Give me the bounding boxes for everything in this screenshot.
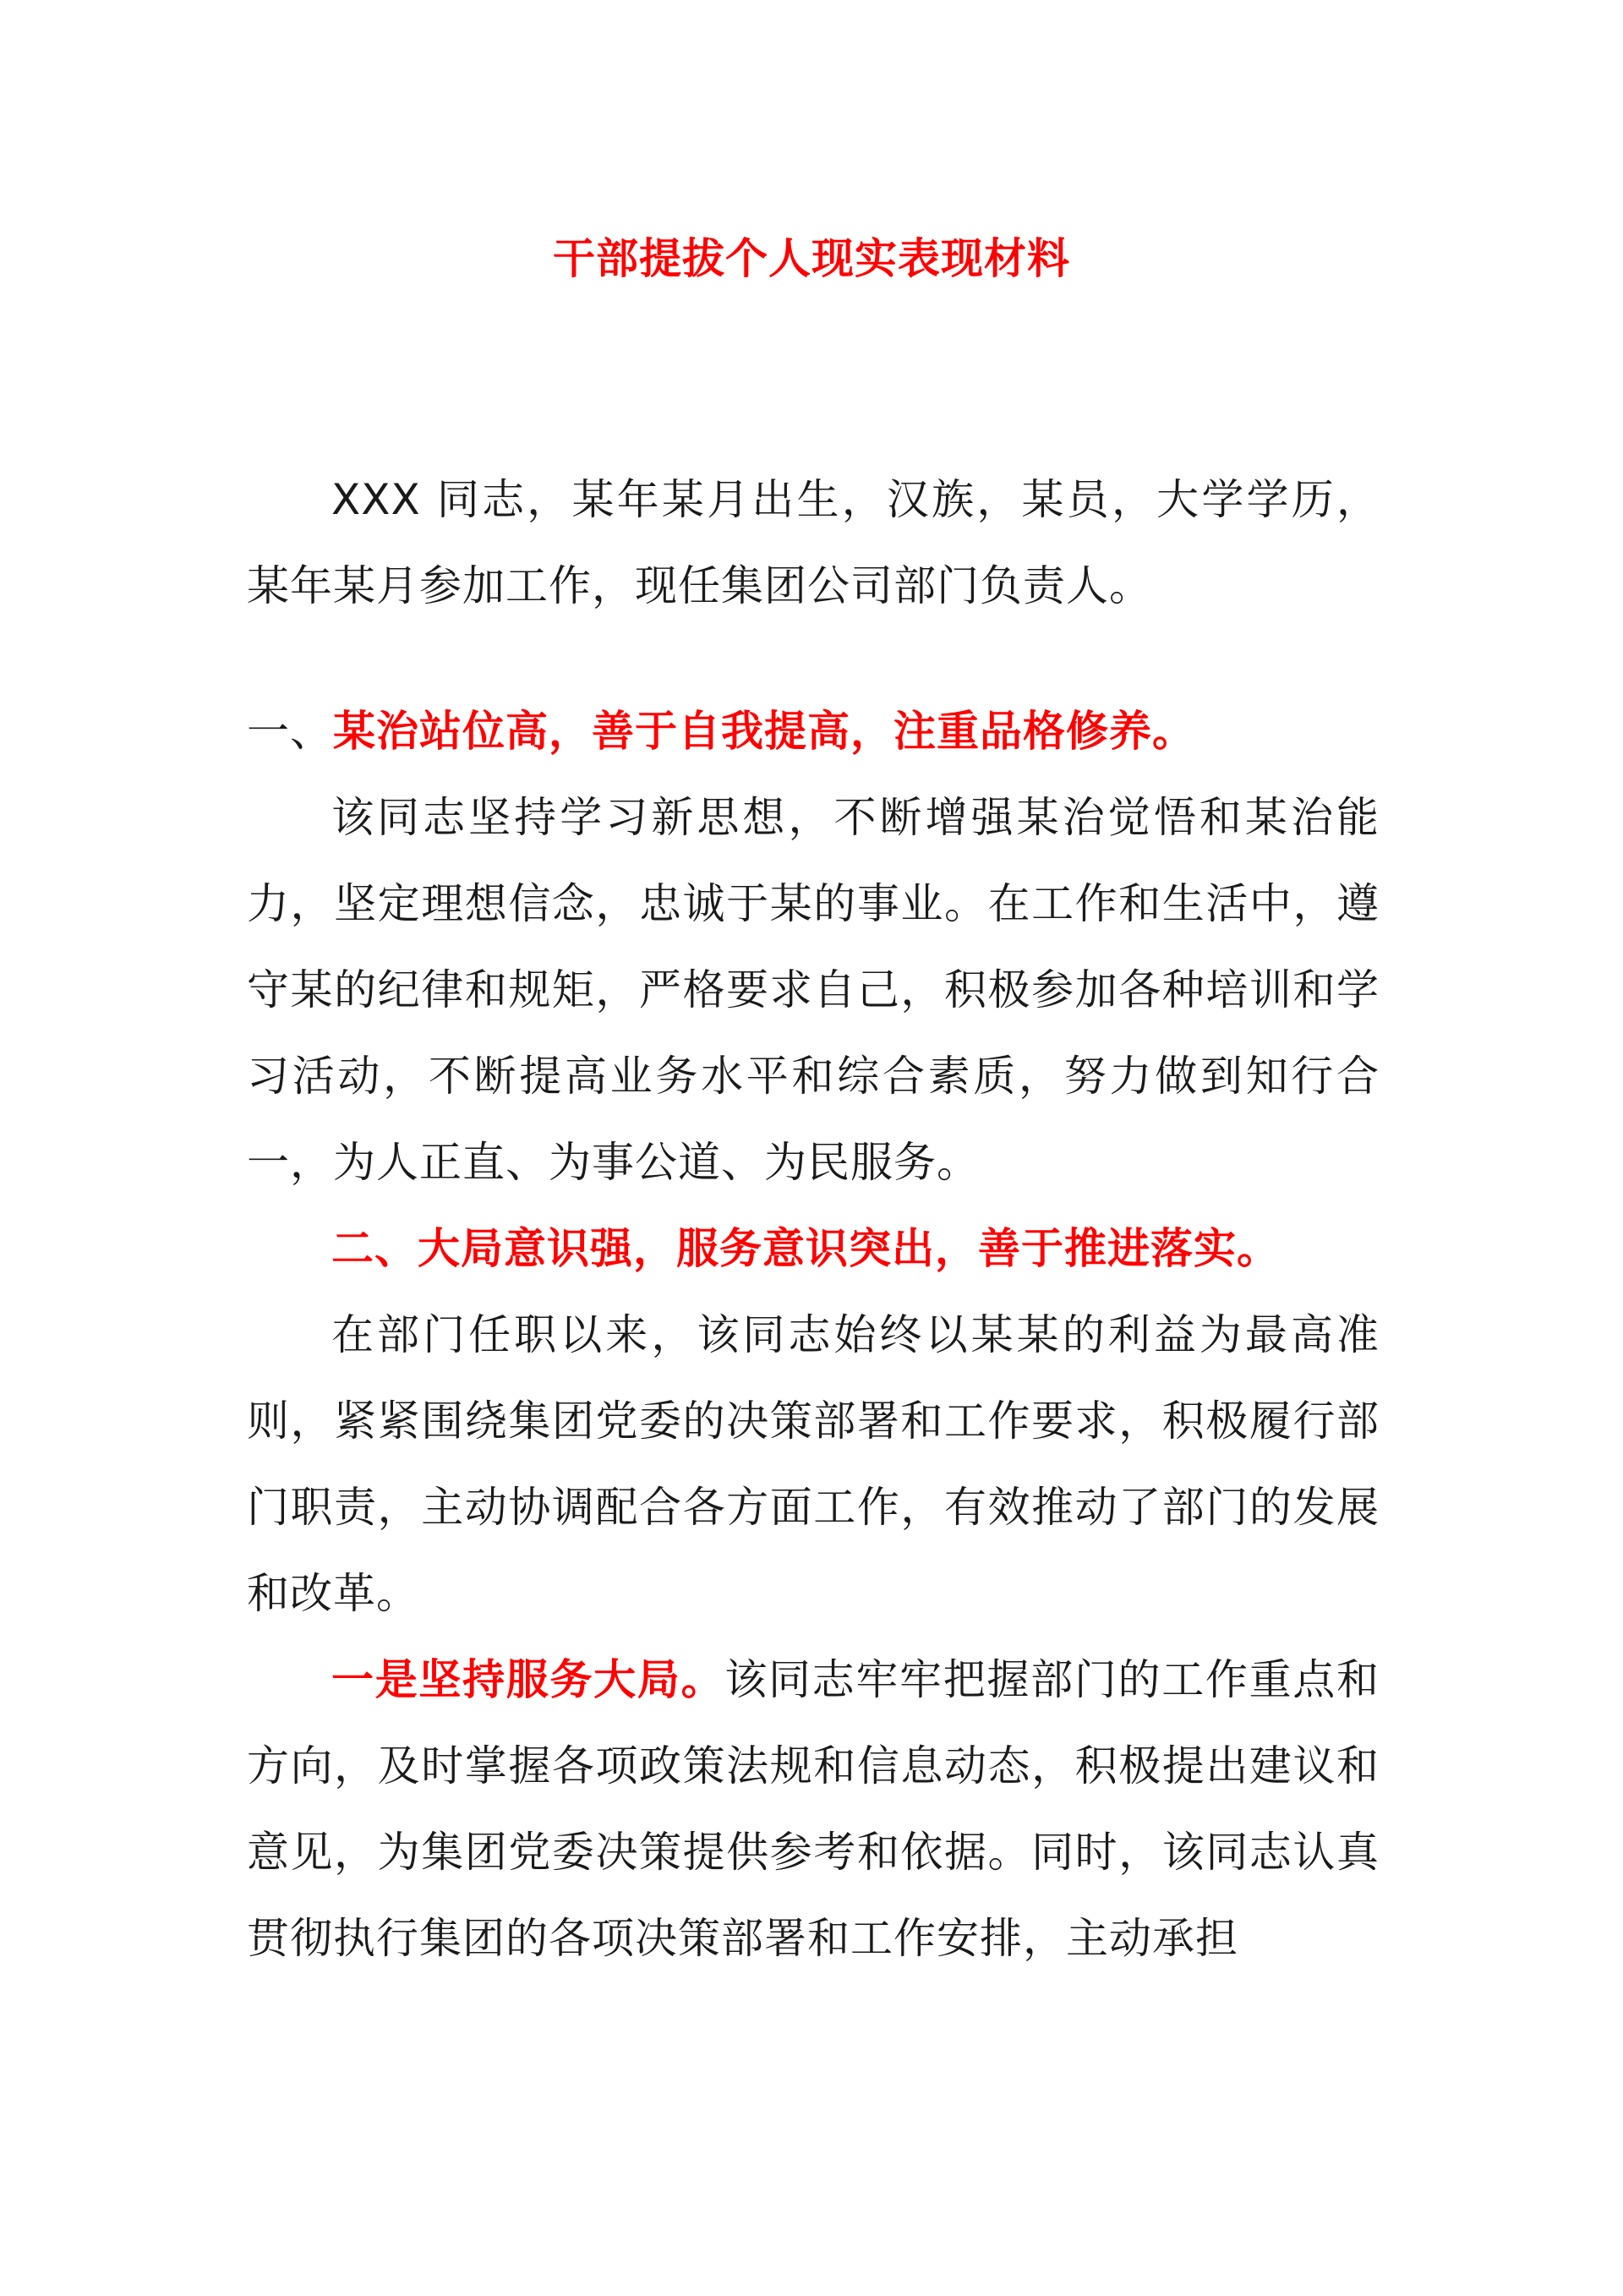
intro-block [247,456,1380,629]
point-1-heading: 一是坚持服务大局。 [331,1655,725,1704]
section-2-point-1 [247,1637,1380,1982]
section-1-title: 某治站位高，善于自我提高，注重品格修养。 [333,707,1195,756]
section-2-paragraph: 在部门任职以来，该同志始终以某某的利益为最高准则，紧紧围绕集团党委的决策部署和工作要求，积极履行部门职责，主动协调配合各方面工作，有效推动了部门的发展和改革。 [247,1310,1380,1618]
intro-paragraph: XXX 同志，某年某月出生，汉族，某员，大学学历，某年某月参加工作，现任集团公司部门负责人。 [247,475,1380,610]
section-1-heading [247,688,1380,774]
point-1-text: 该同志牢牢把握部门的工作重点和方向，及时掌握各项政策法规和信息动态，积极提出建议和意见，为集团党委决策提供参考和依据。同时，该同志认真贯彻执行集团的各项决策部署和工作安排，主动承担 [247,1655,1380,1963]
main-body [247,688,1380,1982]
section-1-number: 一、 [247,707,333,756]
section-1-paragraph: 该同志坚持学习新思想，不断增强某治觉悟和某治能力，坚定理想信念，忠诚于某的事业。在工作和生活中，遵守某的纪律和规矩，严格要求自己，积极参加各种培训和学习活动，不断提高业务水平和综合素质，努力做到知行合一，为人正直、为事公道、为民服务。 [247,793,1380,1187]
section-2-title: 二、大局意识强，服务意识突出，善于推进落实。 [331,1224,1280,1273]
document-title: 干部提拔个人现实表现材料 [553,234,1070,283]
section-2-heading [247,1205,1380,1292]
